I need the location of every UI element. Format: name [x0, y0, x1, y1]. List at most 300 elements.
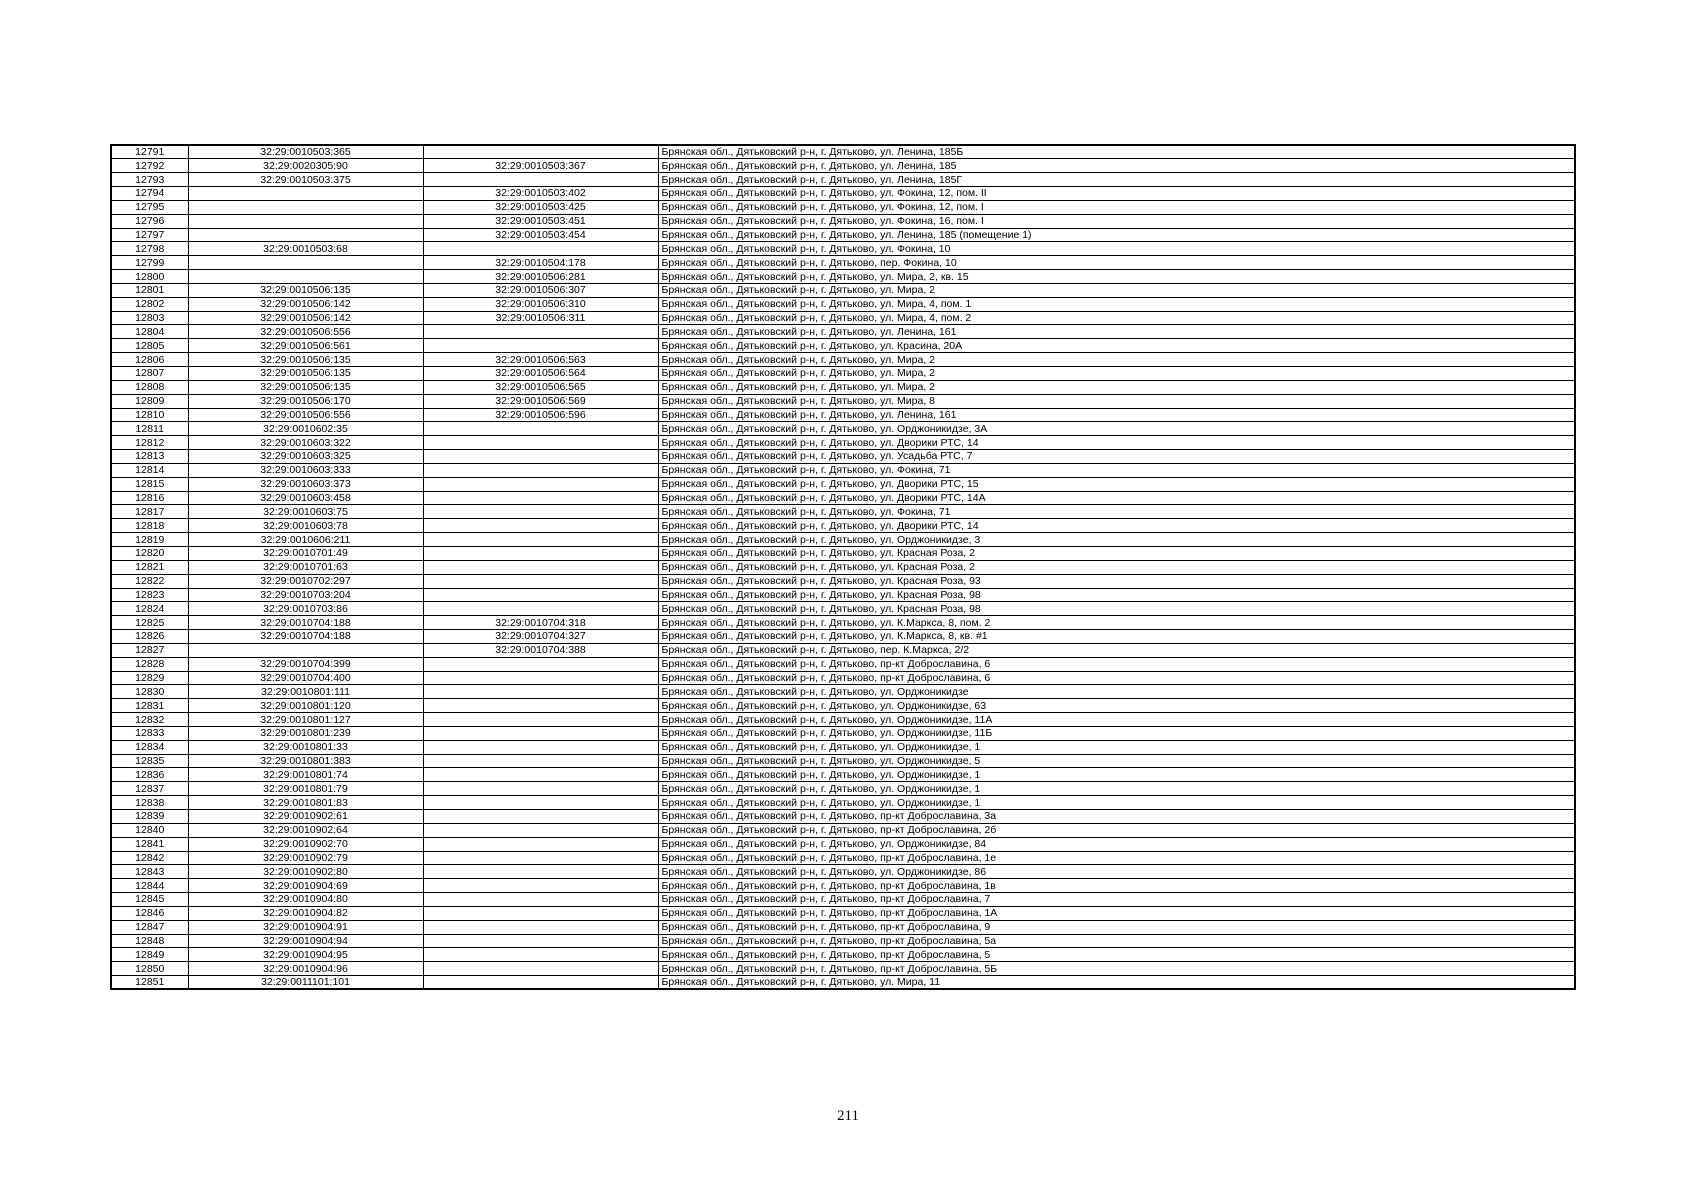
- cadastral-number-cell: [188, 228, 423, 242]
- row-number-cell: 12809: [111, 394, 188, 408]
- cadastral-number-cell: 32:29:0010602:35: [188, 422, 423, 436]
- row-number-cell: 12813: [111, 450, 188, 464]
- row-number-cell: 12793: [111, 173, 188, 187]
- parent-cadastral-number-cell: [423, 242, 658, 256]
- address-cell: Брянская обл., Дятьковский р-н, г. Дятьково, ул. Красная Роза, 98: [658, 588, 1575, 602]
- parent-cadastral-number-cell: 32:29:0010503:451: [423, 214, 658, 228]
- row-number-cell: 12845: [111, 893, 188, 907]
- parent-cadastral-number-cell: [423, 962, 658, 976]
- cadastral-number-cell: 32:29:0010701:49: [188, 546, 423, 560]
- cadastral-number-cell: [188, 270, 423, 284]
- parent-cadastral-number-cell: [423, 588, 658, 602]
- row-number-cell: 12816: [111, 491, 188, 505]
- cadastral-number-cell: 32:29:0010606:211: [188, 533, 423, 547]
- parent-cadastral-number-cell: [423, 436, 658, 450]
- parent-cadastral-number-cell: [423, 602, 658, 616]
- address-cell: Брянская обл., Дятьковский р-н, г. Дятьково, ул. Мира, 2, кв. 15: [658, 270, 1575, 284]
- address-cell: Брянская обл., Дятьковский р-н, г. Дятьково, пр-кт Доброславина, 5: [658, 948, 1575, 962]
- address-cell: Брянская обл., Дятьковский р-н, г. Дятьково, ул. Орджоникидзе, 5: [658, 754, 1575, 768]
- parent-cadastral-number-cell: 32:29:0010506:564: [423, 367, 658, 381]
- cadastral-number-cell: 32:29:0010801:33: [188, 740, 423, 754]
- address-cell: Брянская обл., Дятьковский р-н, г. Дятьково, ул. Орджоникидзе, 3: [658, 533, 1575, 547]
- table-row: [111, 920, 1575, 934]
- cadastral-number-cell: [188, 643, 423, 657]
- parent-cadastral-number-cell: [423, 796, 658, 810]
- address-cell: Брянская обл., Дятьковский р-н, г. Дятьково, ул. Мира, 4, пом. 1: [658, 297, 1575, 311]
- cadastral-number-cell: 32:29:0010506:556: [188, 325, 423, 339]
- cadastral-number-cell: 32:29:0010704:188: [188, 630, 423, 644]
- row-number-cell: 12831: [111, 699, 188, 713]
- cadastral-number-cell: 32:29:0010603:75: [188, 505, 423, 519]
- table-row: [111, 546, 1575, 560]
- cadastral-number-cell: 32:29:0010503:68: [188, 242, 423, 256]
- table-row: [111, 851, 1575, 865]
- cadastral-number-cell: [188, 256, 423, 270]
- parent-cadastral-number-cell: [423, 145, 658, 159]
- row-number-cell: 12815: [111, 477, 188, 491]
- parent-cadastral-number-cell: 32:29:0010503:367: [423, 159, 658, 173]
- cadastral-number-cell: 32:29:0010603:78: [188, 519, 423, 533]
- address-cell: Брянская обл., Дятьковский р-н, г. Дятьково, ул. Мира, 8: [658, 394, 1575, 408]
- table-row: [111, 740, 1575, 754]
- address-cell: Брянская обл., Дятьковский р-н, г. Дятьково, ул. Орджоникидзе, 63: [658, 699, 1575, 713]
- table-row: [111, 643, 1575, 657]
- address-cell: Брянская обл., Дятьковский р-н, г. Дятьково, ул. Дворики РТС, 15: [658, 477, 1575, 491]
- cadastral-number-cell: 32:29:0010506:135: [188, 367, 423, 381]
- cadastral-number-cell: 32:29:0010704:188: [188, 616, 423, 630]
- parent-cadastral-number-cell: 32:29:0010506:311: [423, 311, 658, 325]
- parent-cadastral-number-cell: [423, 865, 658, 879]
- cadastral-number-cell: 32:29:0010506:142: [188, 311, 423, 325]
- address-cell: Брянская обл., Дятьковский р-н, г. Дятьково, ул. Орджоникидзе, 11Б: [658, 726, 1575, 740]
- row-number-cell: 12814: [111, 463, 188, 477]
- address-cell: Брянская обл., Дятьковский р-н, г. Дятьково, ул. Орджоникидзе, 3А: [658, 422, 1575, 436]
- table-row: [111, 187, 1575, 201]
- row-number-cell: 12817: [111, 505, 188, 519]
- table-row: [111, 408, 1575, 422]
- row-number-cell: 12832: [111, 713, 188, 727]
- cadastral-number-cell: 32:29:0010801:383: [188, 754, 423, 768]
- row-number-cell: 12843: [111, 865, 188, 879]
- parent-cadastral-number-cell: [423, 920, 658, 934]
- table-row: [111, 477, 1575, 491]
- row-number-cell: 12850: [111, 962, 188, 976]
- parent-cadastral-number-cell: [423, 173, 658, 187]
- cadastral-number-cell: 32:29:0010603:322: [188, 436, 423, 450]
- table-row: [111, 145, 1575, 159]
- row-number-cell: 12807: [111, 367, 188, 381]
- row-number-cell: 12795: [111, 200, 188, 214]
- table-row: [111, 422, 1575, 436]
- parent-cadastral-number-cell: 32:29:0010506:596: [423, 408, 658, 422]
- table-row: [111, 893, 1575, 907]
- parent-cadastral-number-cell: [423, 422, 658, 436]
- parent-cadastral-number-cell: 32:29:0010704:327: [423, 630, 658, 644]
- address-cell: Брянская обл., Дятьковский р-н, г. Дятьково, ул. Орджоникидзе: [658, 685, 1575, 699]
- table-row: [111, 906, 1575, 920]
- address-cell: Брянская обл., Дятьковский р-н, г. Дятьково, ул. Красная Роза, 93: [658, 574, 1575, 588]
- cadastral-number-cell: 32:29:0010506:135: [188, 283, 423, 297]
- address-cell: Брянская обл., Дятьковский р-н, г. Дятьково, ул. Ленина, 161: [658, 325, 1575, 339]
- row-number-cell: 12849: [111, 948, 188, 962]
- row-number-cell: 12837: [111, 782, 188, 796]
- cadastral-number-cell: 32:29:0010801:79: [188, 782, 423, 796]
- table-row: [111, 574, 1575, 588]
- parent-cadastral-number-cell: [423, 671, 658, 685]
- cadastral-number-cell: 32:29:0010506:142: [188, 297, 423, 311]
- table-row: [111, 685, 1575, 699]
- address-cell: Брянская обл., Дятьковский р-н, г. Дятьково, ул. Мира, 2: [658, 367, 1575, 381]
- address-cell: Брянская обл., Дятьковский р-н, г. Дятьково, пр-кт Доброславина, 1А: [658, 906, 1575, 920]
- parent-cadastral-number-cell: 32:29:0010506:565: [423, 380, 658, 394]
- row-number-cell: 12820: [111, 546, 188, 560]
- address-cell: Брянская обл., Дятьковский р-н, г. Дятьково, ул. Мира, 11: [658, 976, 1575, 990]
- parent-cadastral-number-cell: [423, 948, 658, 962]
- address-cell: Брянская обл., Дятьковский р-н, г. Дятьково, ул. Орджоникидзе, 84: [658, 837, 1575, 851]
- table-row: [111, 782, 1575, 796]
- address-cell: Брянская обл., Дятьковский р-н, г. Дятьково, ул. К.Маркса, 8, пом. 2: [658, 616, 1575, 630]
- table-row: [111, 491, 1575, 505]
- row-number-cell: 12836: [111, 768, 188, 782]
- cadastral-number-cell: 32:29:0010506:135: [188, 380, 423, 394]
- table-row: [111, 367, 1575, 381]
- parent-cadastral-number-cell: 32:29:0010704:318: [423, 616, 658, 630]
- address-cell: Брянская обл., Дятьковский р-н, г. Дятьково, пр-кт Доброславина, 5а: [658, 934, 1575, 948]
- table-row: [111, 948, 1575, 962]
- parent-cadastral-number-cell: [423, 906, 658, 920]
- cadastral-number-cell: 32:29:0010801:120: [188, 699, 423, 713]
- address-cell: Брянская обл., Дятьковский р-н, г. Дятьково, ул. Мира, 2: [658, 380, 1575, 394]
- parent-cadastral-number-cell: [423, 851, 658, 865]
- table-row: [111, 713, 1575, 727]
- row-number-cell: 12797: [111, 228, 188, 242]
- cadastral-number-cell: [188, 214, 423, 228]
- parent-cadastral-number-cell: [423, 463, 658, 477]
- parent-cadastral-number-cell: [423, 810, 658, 824]
- address-cell: Брянская обл., Дятьковский р-н, г. Дятьково, ул. К.Маркса, 8, кв. #1: [658, 630, 1575, 644]
- parent-cadastral-number-cell: [423, 823, 658, 837]
- table-row: [111, 214, 1575, 228]
- table-row: [111, 353, 1575, 367]
- table-row: [111, 463, 1575, 477]
- address-cell: Брянская обл., Дятьковский р-н, г. Дятьково, ул. Фокина, 71: [658, 463, 1575, 477]
- row-number-cell: 12803: [111, 311, 188, 325]
- address-cell: Брянская обл., Дятьковский р-н, г. Дятьково, ул. Дворики РТС, 14: [658, 519, 1575, 533]
- table-row: [111, 837, 1575, 851]
- table-row: [111, 242, 1575, 256]
- table-row: [111, 283, 1575, 297]
- table-row: [111, 297, 1575, 311]
- table-row: [111, 159, 1575, 173]
- parent-cadastral-number-cell: [423, 740, 658, 754]
- parent-cadastral-number-cell: 32:29:0010704:388: [423, 643, 658, 657]
- address-cell: Брянская обл., Дятьковский р-н, г. Дятьково, ул. Фокина, 71: [658, 505, 1575, 519]
- table-row: [111, 519, 1575, 533]
- row-number-cell: 12806: [111, 353, 188, 367]
- address-cell: Брянская обл., Дятьковский р-н, г. Дятьково, пр-кт Доброславина, 5Б: [658, 962, 1575, 976]
- table-row: [111, 699, 1575, 713]
- row-number-cell: 12829: [111, 671, 188, 685]
- cadastral-number-cell: 32:29:0010702:297: [188, 574, 423, 588]
- cadastral-number-cell: 32:29:0010506:556: [188, 408, 423, 422]
- table-row: [111, 630, 1575, 644]
- address-cell: Брянская обл., Дятьковский р-н, г. Дятьково, ул. Красная Роза, 2: [658, 546, 1575, 560]
- address-cell: Брянская обл., Дятьковский р-н, г. Дятьково, пр-кт Доброславина, 7: [658, 893, 1575, 907]
- row-number-cell: 12827: [111, 643, 188, 657]
- address-cell: Брянская обл., Дятьковский р-н, г. Дятьково, ул. Ленина, 185Г: [658, 173, 1575, 187]
- cadastral-number-cell: 32:29:0010701:63: [188, 560, 423, 574]
- table-row: [111, 726, 1575, 740]
- cadastral-number-cell: 32:29:0010904:95: [188, 948, 423, 962]
- cadastral-number-cell: 32:29:0010503:365: [188, 145, 423, 159]
- address-cell: Брянская обл., Дятьковский р-н, г. Дятьково, ул. Орджоникидзе, 86: [658, 865, 1575, 879]
- table-row: [111, 436, 1575, 450]
- parent-cadastral-number-cell: [423, 657, 658, 671]
- address-cell: Брянская обл., Дятьковский р-н, г. Дятьково, ул. Орджоникидзе, 1: [658, 740, 1575, 754]
- parent-cadastral-number-cell: 32:29:0010504:178: [423, 256, 658, 270]
- cadastral-number-cell: 32:29:0010904:96: [188, 962, 423, 976]
- address-cell: Брянская обл., Дятьковский р-н, г. Дятьково, ул. Фокина, 12, пом. I: [658, 200, 1575, 214]
- parent-cadastral-number-cell: 32:29:0010506:281: [423, 270, 658, 284]
- cadastral-number-cell: 32:29:0010603:458: [188, 491, 423, 505]
- row-number-cell: 12811: [111, 422, 188, 436]
- row-number-cell: 12839: [111, 810, 188, 824]
- address-cell: Брянская обл., Дятьковский р-н, г. Дятьково, ул. Орджоникидзе, 1: [658, 782, 1575, 796]
- row-number-cell: 12818: [111, 519, 188, 533]
- cadastral-number-cell: 32:29:0010904:82: [188, 906, 423, 920]
- cadastral-number-cell: 32:29:0010506:135: [188, 353, 423, 367]
- address-cell: Брянская обл., Дятьковский р-н, г. Дятьково, пр-кт Доброславина, 6: [658, 657, 1575, 671]
- row-number-cell: 12802: [111, 297, 188, 311]
- cadastral-number-cell: 32:29:0010902:80: [188, 865, 423, 879]
- cadastral-number-cell: 32:29:0010801:74: [188, 768, 423, 782]
- parent-cadastral-number-cell: 32:29:0010506:569: [423, 394, 658, 408]
- table-row: [111, 976, 1575, 990]
- row-number-cell: 12824: [111, 602, 188, 616]
- table-row: [111, 450, 1575, 464]
- row-number-cell: 12819: [111, 533, 188, 547]
- table-row: [111, 256, 1575, 270]
- row-number-cell: 12804: [111, 325, 188, 339]
- address-cell: Брянская обл., Дятьковский р-н, г. Дятьково, ул. Мира, 2: [658, 283, 1575, 297]
- address-cell: Брянская обл., Дятьковский р-н, г. Дятьково, ул. Дворики РТС, 14: [658, 436, 1575, 450]
- table-row: [111, 616, 1575, 630]
- row-number-cell: 12840: [111, 823, 188, 837]
- cadastral-number-cell: 32:29:0010801:239: [188, 726, 423, 740]
- table-row: [111, 228, 1575, 242]
- cadastral-number-cell: 32:29:0010801:127: [188, 713, 423, 727]
- page-number: 211: [837, 1108, 859, 1124]
- parent-cadastral-number-cell: [423, 339, 658, 353]
- address-cell: Брянская обл., Дятьковский р-н, г. Дятьково, пр-кт Доброславина, 1е: [658, 851, 1575, 865]
- parent-cadastral-number-cell: [423, 726, 658, 740]
- address-cell: Брянская обл., Дятьковский р-н, г. Дятьково, ул. Мира, 2: [658, 353, 1575, 367]
- row-number-cell: 12799: [111, 256, 188, 270]
- address-cell: Брянская обл., Дятьковский р-н, г. Дятьково, ул. Красина, 20А: [658, 339, 1575, 353]
- cadastral-number-cell: 32:29:0010704:399: [188, 657, 423, 671]
- cadastral-number-cell: 32:29:0010603:373: [188, 477, 423, 491]
- parent-cadastral-number-cell: [423, 560, 658, 574]
- table-row: [111, 200, 1575, 214]
- row-number-cell: 12834: [111, 740, 188, 754]
- parent-cadastral-number-cell: [423, 519, 658, 533]
- cadastral-number-cell: 32:29:0010902:64: [188, 823, 423, 837]
- cadastral-number-cell: 32:29:0010801:83: [188, 796, 423, 810]
- address-cell: Брянская обл., Дятьковский р-н, г. Дятьково, пр-кт Доброславина, 3а: [658, 810, 1575, 824]
- table-row: [111, 505, 1575, 519]
- parent-cadastral-number-cell: 32:29:0010506:310: [423, 297, 658, 311]
- row-number-cell: 12800: [111, 270, 188, 284]
- address-cell: Брянская обл., Дятьковский р-н, г. Дятьково, пр-кт Доброславина, 9: [658, 920, 1575, 934]
- parent-cadastral-number-cell: [423, 699, 658, 713]
- cadastral-number-cell: 32:29:0010902:79: [188, 851, 423, 865]
- address-cell: Брянская обл., Дятьковский р-н, г. Дятьково, ул. Дворики РТС, 14А: [658, 491, 1575, 505]
- table-row: [111, 754, 1575, 768]
- address-cell: Брянская обл., Дятьковский р-н, г. Дятьково, ул. Ленина, 161: [658, 408, 1575, 422]
- table-row: [111, 560, 1575, 574]
- table-row: [111, 311, 1575, 325]
- address-cell: Брянская обл., Дятьковский р-н, г. Дятьково, ул. Усадьба РТС, 7: [658, 450, 1575, 464]
- parent-cadastral-number-cell: [423, 685, 658, 699]
- cadastral-number-cell: 32:29:0010904:80: [188, 893, 423, 907]
- cadastral-number-cell: 32:29:0010902:61: [188, 810, 423, 824]
- address-cell: Брянская обл., Дятьковский р-н, г. Дятьково, ул. Мира, 4, пом. 2: [658, 311, 1575, 325]
- parent-cadastral-number-cell: [423, 837, 658, 851]
- parent-cadastral-number-cell: [423, 768, 658, 782]
- parent-cadastral-number-cell: [423, 976, 658, 990]
- row-number-cell: 12842: [111, 851, 188, 865]
- address-cell: Брянская обл., Дятьковский р-н, г. Дятьково, ул. Фокина, 16, пом. I: [658, 214, 1575, 228]
- row-number-cell: 12810: [111, 408, 188, 422]
- table-row: [111, 879, 1575, 893]
- cadastral-number-cell: 32:29:0010703:204: [188, 588, 423, 602]
- table-row: [111, 533, 1575, 547]
- cadastral-number-cell: [188, 187, 423, 201]
- row-number-cell: 12846: [111, 906, 188, 920]
- row-number-cell: 12847: [111, 920, 188, 934]
- table-row: [111, 768, 1575, 782]
- row-number-cell: 12830: [111, 685, 188, 699]
- parent-cadastral-number-cell: [423, 546, 658, 560]
- row-number-cell: 12823: [111, 588, 188, 602]
- parent-cadastral-number-cell: [423, 893, 658, 907]
- cadastral-number-cell: 32:29:0010902:70: [188, 837, 423, 851]
- table-row: [111, 823, 1575, 837]
- cadastral-number-cell: 32:29:0010603:333: [188, 463, 423, 477]
- row-number-cell: 12851: [111, 976, 188, 990]
- address-cell: Брянская обл., Дятьковский р-н, г. Дятьково, ул. Орджоникидзе, 1: [658, 796, 1575, 810]
- parent-cadastral-number-cell: 32:29:0010503:454: [423, 228, 658, 242]
- parent-cadastral-number-cell: 32:29:0010506:563: [423, 353, 658, 367]
- parent-cadastral-number-cell: [423, 713, 658, 727]
- cadastral-number-cell: 32:29:0010503:375: [188, 173, 423, 187]
- row-number-cell: 12848: [111, 934, 188, 948]
- parent-cadastral-number-cell: [423, 505, 658, 519]
- table-row: [111, 394, 1575, 408]
- parent-cadastral-number-cell: [423, 477, 658, 491]
- address-cell: Брянская обл., Дятьковский р-н, г. Дятьково, пр-кт Доброславина, 2б: [658, 823, 1575, 837]
- address-cell: Брянская обл., Дятьковский р-н, г. Дятьково, пр-кт Доброславина, 1в: [658, 879, 1575, 893]
- address-cell: Брянская обл., Дятьковский р-н, г. Дятьково, ул. Орджоникидзе, 11А: [658, 713, 1575, 727]
- cadastral-number-cell: 32:29:0010506:561: [188, 339, 423, 353]
- address-cell: Брянская обл., Дятьковский р-н, г. Дятьково, ул. Ленина, 185 (помещение 1): [658, 228, 1575, 242]
- parent-cadastral-number-cell: [423, 450, 658, 464]
- address-cell: Брянская обл., Дятьковский р-н, г. Дятьково, пр-кт Доброславина, 6: [658, 671, 1575, 685]
- row-number-cell: 12838: [111, 796, 188, 810]
- table-row: [111, 671, 1575, 685]
- table-row: [111, 339, 1575, 353]
- row-number-cell: 12791: [111, 145, 188, 159]
- table-row: [111, 962, 1575, 976]
- parent-cadastral-number-cell: 32:29:0010503:425: [423, 200, 658, 214]
- cadastral-number-cell: 32:29:0010603:325: [188, 450, 423, 464]
- row-number-cell: 12794: [111, 187, 188, 201]
- row-number-cell: 12798: [111, 242, 188, 256]
- cadastral-number-cell: 32:29:0010801:111: [188, 685, 423, 699]
- parent-cadastral-number-cell: [423, 574, 658, 588]
- row-number-cell: 12801: [111, 283, 188, 297]
- row-number-cell: 12812: [111, 436, 188, 450]
- row-number-cell: 12844: [111, 879, 188, 893]
- parent-cadastral-number-cell: 32:29:0010503:402: [423, 187, 658, 201]
- cadastral-number-cell: [188, 200, 423, 214]
- row-number-cell: 12792: [111, 159, 188, 173]
- parent-cadastral-number-cell: 32:29:0010506:307: [423, 283, 658, 297]
- address-cell: Брянская обл., Дятьковский р-н, г. Дятьково, пер. К.Маркса, 2/2: [658, 643, 1575, 657]
- table-row: [111, 934, 1575, 948]
- table-row: [111, 270, 1575, 284]
- cadastral-number-cell: 32:29:0010703:86: [188, 602, 423, 616]
- document-table: [110, 144, 1576, 990]
- table-row: [111, 810, 1575, 824]
- row-number-cell: 12841: [111, 837, 188, 851]
- table-row: [111, 865, 1575, 879]
- table-row: [111, 657, 1575, 671]
- address-cell: Брянская обл., Дятьковский р-н, г. Дятьково, ул. Красная Роза, 2: [658, 560, 1575, 574]
- row-number-cell: 12825: [111, 616, 188, 630]
- cadastral-number-cell: 32:29:0011101:101: [188, 976, 423, 990]
- cadastral-number-cell: 32:29:0010904:91: [188, 920, 423, 934]
- cadastral-number-cell: 32:29:0010704:400: [188, 671, 423, 685]
- cadastral-number-cell: 32:29:0010904:69: [188, 879, 423, 893]
- table-row: [111, 796, 1575, 810]
- row-number-cell: 12828: [111, 657, 188, 671]
- address-cell: Брянская обл., Дятьковский р-н, г. Дятьково, ул. Фокина, 10: [658, 242, 1575, 256]
- parent-cadastral-number-cell: [423, 934, 658, 948]
- row-number-cell: 12833: [111, 726, 188, 740]
- table-row: [111, 588, 1575, 602]
- parent-cadastral-number-cell: [423, 533, 658, 547]
- row-number-cell: 12821: [111, 560, 188, 574]
- table-body: [111, 145, 1575, 989]
- address-cell: Брянская обл., Дятьковский р-н, г. Дятьково, ул. Ленина, 185Б: [658, 145, 1575, 159]
- row-number-cell: 12822: [111, 574, 188, 588]
- address-cell: Брянская обл., Дятьковский р-н, г. Дятьково, ул. Красная Роза, 98: [658, 602, 1575, 616]
- parent-cadastral-number-cell: [423, 754, 658, 768]
- cadastral-number-cell: 32:29:0010904:94: [188, 934, 423, 948]
- row-number-cell: 12805: [111, 339, 188, 353]
- row-number-cell: 12796: [111, 214, 188, 228]
- row-number-cell: 12835: [111, 754, 188, 768]
- address-cell: Брянская обл., Дятьковский р-н, г. Дятьково, пер. Фокина, 10: [658, 256, 1575, 270]
- table-row: [111, 173, 1575, 187]
- row-number-cell: 12808: [111, 380, 188, 394]
- address-cell: Брянская обл., Дятьковский р-н, г. Дятьково, ул. Орджоникидзе, 1: [658, 768, 1575, 782]
- address-cell: Брянская обл., Дятьковский р-н, г. Дятьково, ул. Ленина, 185: [658, 159, 1575, 173]
- table-row: [111, 325, 1575, 339]
- table-row: [111, 380, 1575, 394]
- address-cell: Брянская обл., Дятьковский р-н, г. Дятьково, ул. Фокина, 12, пом. II: [658, 187, 1575, 201]
